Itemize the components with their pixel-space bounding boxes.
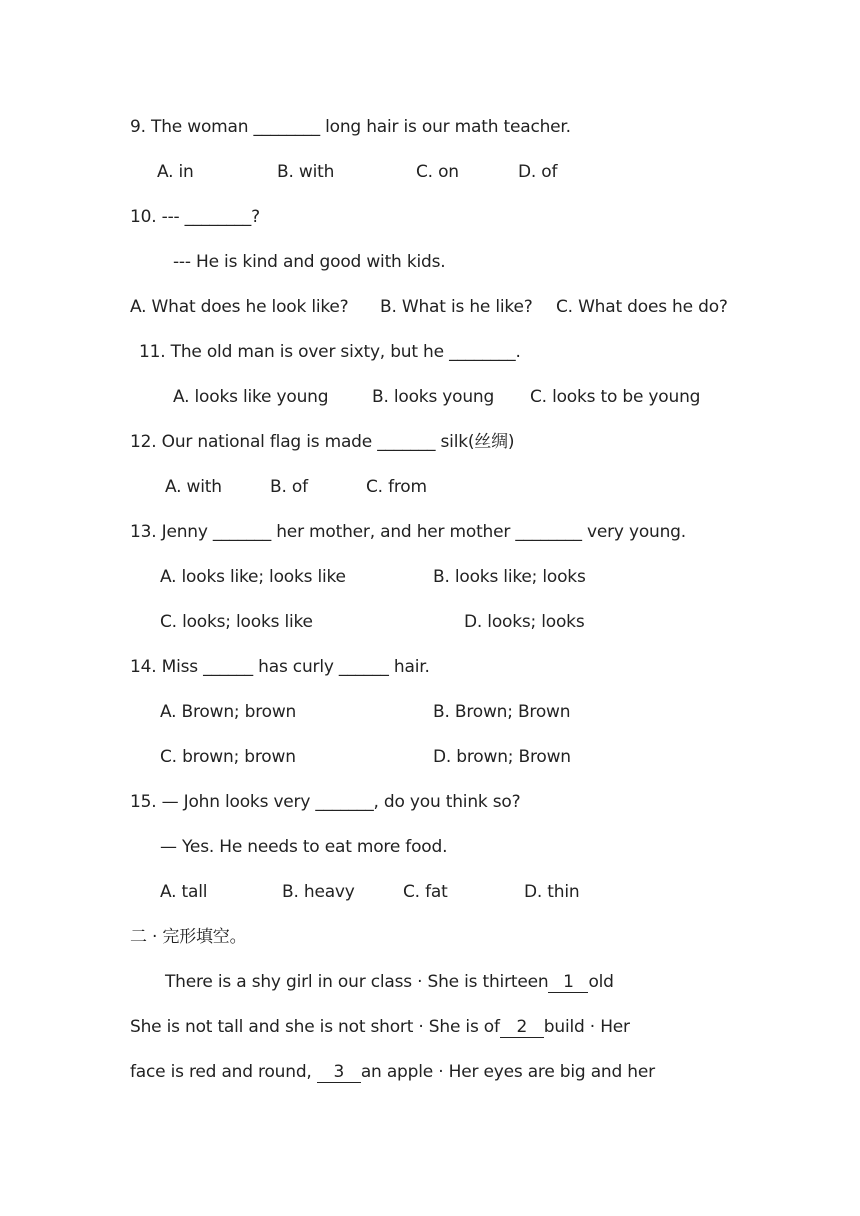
q10-option-a: A. What does he look like? — [130, 297, 349, 317]
q14-option-c: C. brown; brown — [160, 747, 296, 767]
question-11: 11. The old man is over sixty, but he ________. — [139, 342, 521, 362]
q13-option-d: D. looks; looks — [464, 612, 585, 632]
q15-option-a: A. tall — [160, 882, 208, 902]
passage-line-1-end: old — [588, 972, 614, 992]
question-10-blank: ________ — [184, 207, 252, 227]
question-14: 14. Miss ______ has curly ______ hair. — [130, 657, 430, 677]
q9-option-d: D. of — [518, 162, 558, 182]
question-9-text-start: 9. The woman — [130, 117, 254, 137]
passage-line-2-end: build · Her — [543, 1017, 630, 1037]
q9-option-b: B. with — [277, 162, 335, 182]
section-heading-cloze: 二 · 完形填空。 — [130, 927, 247, 947]
q11-option-b: B. looks young — [372, 387, 495, 407]
passage-line-3 — [130, 1061, 655, 1083]
q15-option-d: D. thin — [524, 882, 580, 902]
q12-option-b: B. of — [270, 477, 308, 497]
cloze-blank-1: 1 — [548, 972, 588, 993]
question-9-blank: ________ — [253, 117, 320, 137]
passage-line-2-text: She is not tall and she is not short · She is of — [130, 1017, 500, 1037]
q13-option-c: C. looks; looks like — [160, 612, 313, 632]
q15-option-c: C. fat — [403, 882, 448, 902]
q14-option-d: D. brown; Brown — [433, 747, 571, 767]
q10-option-b: B. What is he like? — [380, 297, 533, 317]
passage-line-3-text: face is red and round, — [130, 1062, 317, 1082]
q15-option-b: B. heavy — [282, 882, 355, 902]
q14-option-b: B. Brown; Brown — [433, 702, 571, 722]
cloze-blank-2: 2 — [500, 1017, 544, 1038]
passage-line-1-text: There is a shy girl in our class · She is thirteen — [165, 972, 549, 992]
q12-option-a: A. with — [165, 477, 222, 497]
q11-option-c: C. looks to be young — [530, 387, 701, 407]
question-10-end: ? — [251, 207, 260, 227]
cloze-blank-3: 3 — [317, 1062, 361, 1083]
q9-option-c: C. on — [416, 162, 459, 182]
passage-line-2 — [130, 1016, 630, 1038]
question-10-prompt: 10. --- — [130, 207, 185, 227]
question-13: 13. Jenny _______ her mother, and her mother ________ very young. — [130, 522, 686, 542]
question-10 — [130, 206, 260, 228]
question-15: 15. — John looks very _______, do you think so? — [130, 792, 521, 812]
q13-option-b: B. looks like; looks — [433, 567, 586, 587]
q9-option-a: A. in — [157, 162, 194, 182]
q13-option-a: A. looks like; looks like — [160, 567, 346, 587]
question-15-reply: — Yes. He needs to eat more food. — [160, 837, 448, 857]
q12-option-c: C. from — [366, 477, 427, 497]
q14-option-a: A. Brown; brown — [160, 702, 297, 722]
passage-line-1 — [165, 971, 614, 993]
q11-option-a: A. looks like young — [173, 387, 329, 407]
question-12: 12. Our national flag is made _______ silk(丝绸) — [130, 432, 515, 452]
q10-option-c: C. What does he do? — [556, 297, 728, 317]
question-10-reply: --- He is kind and good with kids. — [173, 252, 446, 272]
question-9 — [130, 116, 571, 138]
question-9-text-end: long hair is our math teacher. — [319, 117, 571, 137]
passage-line-3-end: an apple · Her eyes are big and her — [360, 1062, 655, 1082]
